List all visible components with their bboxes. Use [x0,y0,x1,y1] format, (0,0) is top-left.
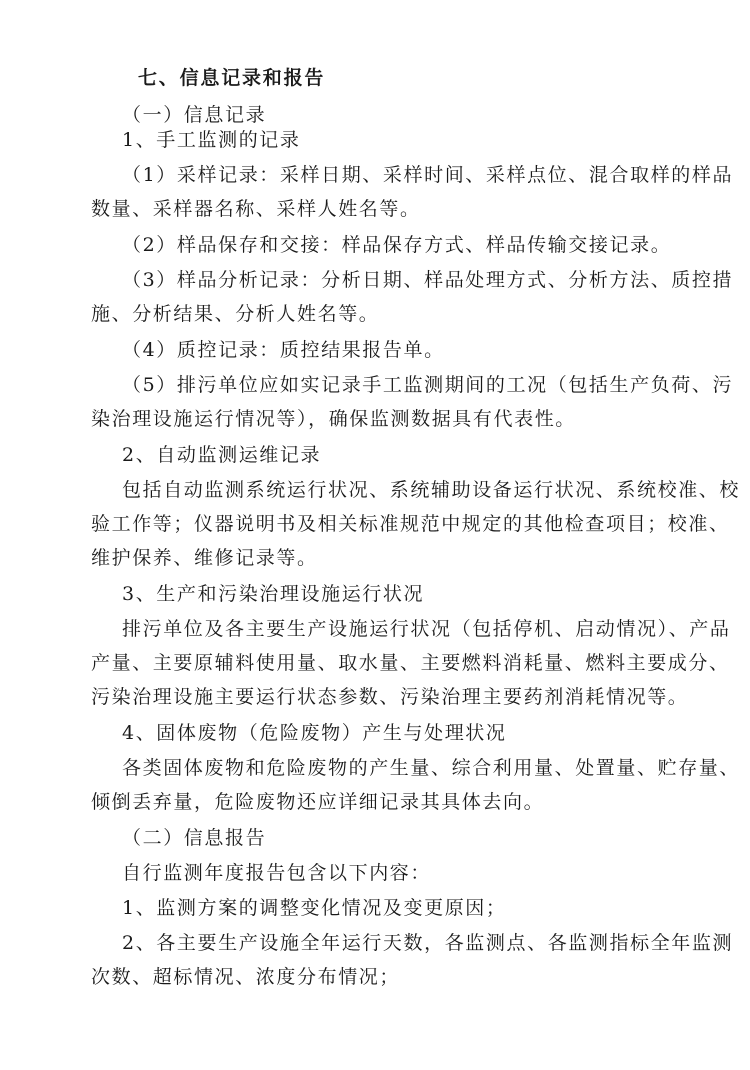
report-item2-line2: 次数、超标情况、浓度分布情况； [91,966,401,988]
report-intro: 自行监测年度报告包含以下内容： [122,862,432,884]
subsection-title-report: （二）信息报告 [122,827,267,849]
manual-item1-line2: 数量、采样器名称、采样人姓名等。 [91,198,421,220]
manual-item1-line1: （1）采样记录：采样日期、采样时间、采样点位、混合取样的样品 [122,164,734,186]
production-line1: 排污单位及各主要生产设施运行状况（包括停机、启动情况）、产品 [122,618,731,640]
report-item2-line1: 2、各主要生产设施全年运行天数，各监测点、各监测指标全年监测 [122,932,734,954]
production-title: 3、生产和污染治理设施运行状况 [122,583,425,605]
auto-monitoring-title: 2、自动监测运维记录 [122,444,322,466]
report-item1: 1、监测方案的调整变化情况及变更原因； [122,897,507,919]
manual-item2: （2）样品保存和交接：样品保存方式、样品传输交接记录。 [122,234,672,256]
manual-item5-line2: 染治理设施运行情况等），确保监测数据具有代表性。 [91,408,576,430]
production-line2: 产量、主要原辅料使用量、取水量、主要燃料消耗量、燃料主要成分、 [91,652,730,674]
manual-item3-line1: （3）样品分析记录：分析日期、样品处理方式、分析方法、质控措 [122,269,734,291]
solid-waste-line1: 各类固体废物和危险废物的产生量、综合利用量、处置量、贮存量、 [122,757,741,779]
production-line3: 污染治理设施主要运行状态参数、污染治理主要药剂消耗情况等。 [91,686,689,708]
solid-waste-title: 4、固体废物（危险废物）产生与处理状况 [122,722,507,744]
section-title: 七、信息记录和报告 [138,67,326,89]
manual-item5-line1: （5）排污单位应如实记录手工监测期间的工况（包括生产负荷、污 [122,374,734,396]
manual-item4: （4）质控记录：质控结果报告单。 [122,339,445,361]
manual-item3-line2: 施、分析结果、分析人姓名等。 [91,303,380,325]
manual-monitoring-title: 1、手工监测的记录 [122,129,301,151]
subsection-title-records: （一）信息记录 [122,104,267,126]
auto-line1: 包括自动监测系统运行状况、系统辅助设备运行状况、系统校准、校 [122,479,741,501]
auto-line3: 维护保养、维修记录等。 [91,547,318,569]
solid-waste-line2: 倾倒丢弃量，危险废物还应详细记录其具体去向。 [91,791,545,813]
auto-line2: 验工作等；仪器说明书及相关标准规范中规定的其他检查项目；校准、 [91,513,730,535]
